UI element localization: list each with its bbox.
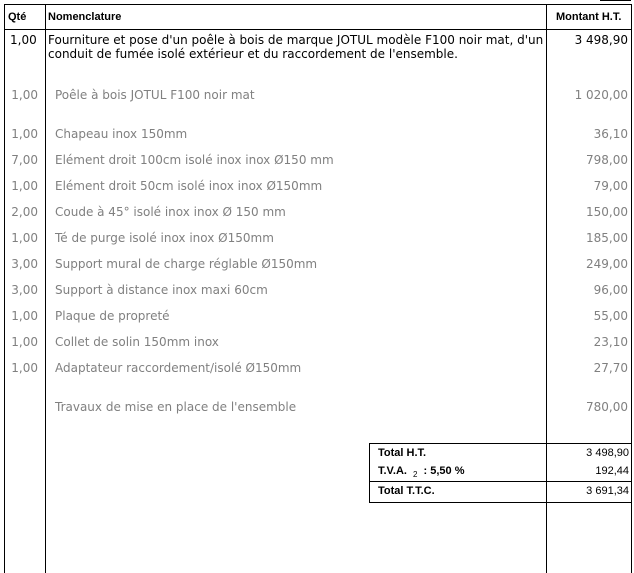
item-desc: Elément droit 100cm isolé inox inox Ø150 mm [55,153,334,167]
item-desc: Té de purge isolé inox inox Ø150mm [55,231,274,245]
item-qty: 1,00 [11,88,38,102]
item-qty: 3,00 [11,283,38,297]
tva-value: 192,44 [595,465,629,477]
item-qty: 1,00 [11,127,38,141]
item-desc: Collet de solin 150mm inox [55,335,219,349]
item-amount: 249,00 [586,257,628,271]
tva-subscript: 2 [413,470,418,480]
header-bottom-border [4,29,632,30]
list-item [0,309,634,325]
item-qty: 1,00 [11,309,38,323]
list-item [0,153,634,169]
item-desc: Poêle à bois JOTUL F100 noir mat [55,88,255,102]
item-qty: 1,00 [11,361,38,375]
list-item [0,257,634,273]
item-amount: 79,00 [593,179,628,193]
labour-desc: Travaux de mise en place de l'ensemble [55,400,297,414]
item-desc: Support à distance inox maxi 60cm [55,283,268,297]
tva-label: T.V.A. $_2$ : 5,50 % [378,465,465,480]
item-amount: 185,00 [586,231,628,245]
list-item [0,127,634,143]
list-item [0,205,634,221]
list-item [0,179,634,195]
totals-box [369,443,631,503]
total-ttc-label: Total T.T.C. [378,485,435,497]
item-desc: Elément droit 50cm isolé inox inox Ø150mm [55,179,323,193]
total-ttc-value: 3 691,34 [586,485,629,497]
labour-amount: 780,00 [586,400,628,414]
list-item [0,231,634,247]
header-qty: Qté [8,11,27,23]
main-line-amount: 3 498,90 [574,33,628,47]
list-item [0,361,634,377]
list-item [0,283,634,299]
table-top-border [4,4,632,5]
item-amount: 55,00 [593,309,628,323]
item-amount: 96,00 [593,283,628,297]
total-ht-label: Total H.T. [378,447,427,459]
item-amount: 798,00 [586,153,628,167]
main-line-qty: 1,00 [10,33,37,47]
labour-row [0,400,634,416]
item-qty: 2,00 [11,205,38,219]
tva-rate: : 5,50 % [423,465,465,477]
list-item [0,335,634,351]
main-line-desc-1: Fourniture et pose d'un poêle à bois de marque JOTUL modèle F100 noir mat, d'un [48,33,544,47]
total-ht-value: 3 498,90 [586,447,629,459]
item-amount: 27,70 [593,361,628,375]
item-desc: Support mural de charge réglable Ø150mm [55,257,318,271]
item-qty: 1,00 [11,231,38,245]
item-desc: Adaptateur raccordement/isolé Ø150mm [55,361,302,375]
header-nomenclature: Nomenclature [48,11,122,23]
main-line [0,33,634,65]
item-desc: Plaque de propreté [55,309,170,323]
main-line-desc-2: conduit de fumée isolé extérieur et du raccordement de l'ensemble. [48,47,458,61]
item-desc: Chapeau inox 150mm [55,127,188,141]
item-desc: Coude à 45° isolé inox inox Ø 150 mm [55,205,286,219]
item-qty: 1,00 [11,335,38,349]
item-qty: 3,00 [11,257,38,271]
item-amount: 36,10 [593,127,628,141]
item-amount: 1 020,00 [574,88,628,102]
header-amount: Montant H.T. [556,11,622,23]
item-qty: 1,00 [11,179,38,193]
item-amount: 150,00 [586,205,628,219]
item-amount: 23,10 [593,335,628,349]
top-right-mark [600,0,631,1]
list-item [0,88,634,104]
item-qty: 7,00 [11,153,38,167]
